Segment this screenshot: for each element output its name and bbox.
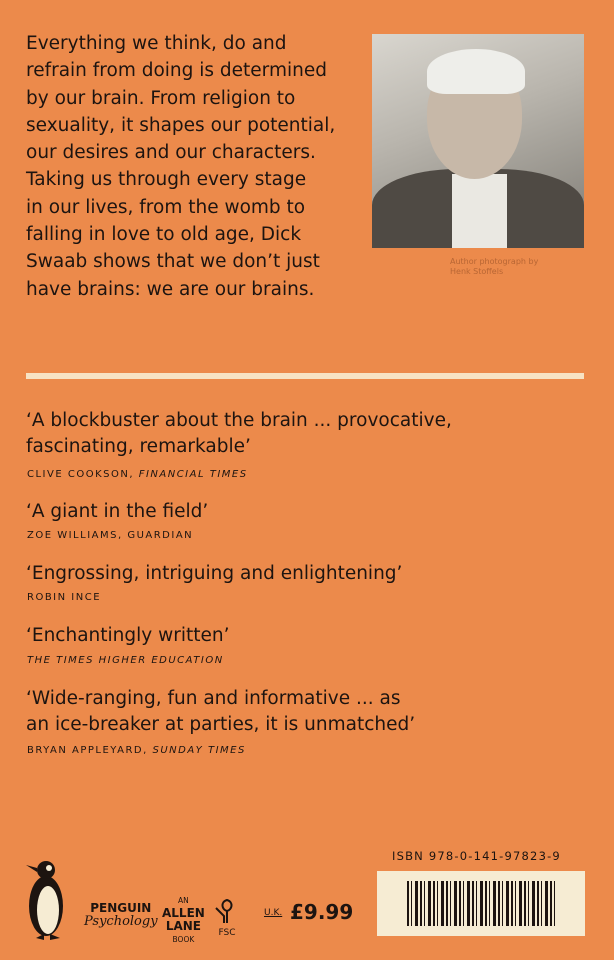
photo-hair — [427, 49, 525, 94]
quote-author: BRYAN APPLEYARD, — [27, 745, 153, 756]
allen-lane-line1: ALLEN — [162, 906, 205, 920]
barcode-bars — [407, 881, 557, 926]
quote-line: ‘Engrossing, intriguing and enlightening’ — [26, 563, 403, 584]
fsc-logo — [214, 898, 240, 940]
penguin-logo-icon — [22, 856, 70, 942]
blurb-line: Swaab shows that we don’t just — [26, 251, 320, 273]
blurb-line: have brains: we are our brains. — [26, 278, 315, 300]
price-region: U.K. — [264, 908, 283, 918]
blurb-line: Taking us through every stage — [26, 169, 307, 191]
blurb — [26, 30, 371, 303]
quote-publication: SUNDAY TIMES — [152, 745, 246, 756]
quote-source — [27, 469, 248, 480]
quote-author: CLIVE COOKSON, — [27, 469, 139, 480]
quote-line: ‘A giant in the field’ — [26, 501, 209, 522]
tree-icon — [214, 898, 240, 924]
imprint-series: Psychology — [84, 914, 158, 929]
quote-source — [27, 655, 224, 666]
allen-lane-an: AN — [178, 896, 189, 905]
price: £9.99 — [290, 900, 354, 924]
quote — [26, 623, 229, 649]
blurb-line: Everything we think, do and — [26, 33, 287, 54]
quote-line: ‘A blockbuster about the brain ... provocative, — [26, 410, 452, 431]
quote-author: ROBIN INCE — [27, 592, 102, 603]
quote-source — [27, 530, 193, 541]
quote-line: ‘Wide-ranging, fun and informative ... as — [26, 688, 401, 709]
photo-credit-line: Author photograph by — [450, 257, 539, 266]
blurb-line: by our brain. From religion to — [26, 87, 296, 109]
allen-lane-book: BOOK — [172, 935, 195, 944]
quote-line: ‘Enchantingly written’ — [26, 625, 230, 646]
photo-shirt — [452, 174, 507, 248]
blurb-line: refrain from doing is determined — [26, 60, 327, 82]
penguin-psychology-imprint — [84, 902, 158, 928]
blurb-line: our desires and our characters. — [26, 142, 316, 164]
author-photo — [372, 34, 584, 248]
photo-credit — [450, 257, 538, 277]
fsc-label: FSC — [218, 928, 236, 938]
quote-line: an ice-breaker at parties, it is unmatched’ — [26, 714, 416, 735]
blurb-line: in our lives, from the womb to — [26, 196, 306, 218]
barcode — [377, 871, 585, 936]
blurb-line: falling in love to old age, Dick — [26, 224, 302, 246]
allen-lane-logo — [162, 894, 205, 946]
quote — [26, 686, 415, 738]
quote-source — [27, 592, 101, 603]
isbn: ISBN 978-0-141-97823-9 — [392, 849, 561, 863]
quote — [26, 499, 208, 525]
quote-line: fascinating, remarkable’ — [26, 436, 251, 457]
photo-credit-line: Henk Stoffels — [450, 267, 504, 276]
blurb-line: sexuality, it shapes our potential, — [26, 114, 336, 136]
divider — [26, 373, 584, 379]
allen-lane-line2: LANE — [165, 919, 201, 933]
quote — [26, 561, 402, 587]
quote — [26, 408, 452, 460]
quote-publication: THE TIMES HIGHER EDUCATION — [27, 655, 224, 666]
quote-source — [27, 745, 246, 756]
imprint-name: PENGUIN — [90, 901, 152, 915]
quote-author: ZOE WILLIAMS, GUARDIAN — [27, 530, 194, 541]
quote-publication: FINANCIAL TIMES — [138, 469, 248, 480]
